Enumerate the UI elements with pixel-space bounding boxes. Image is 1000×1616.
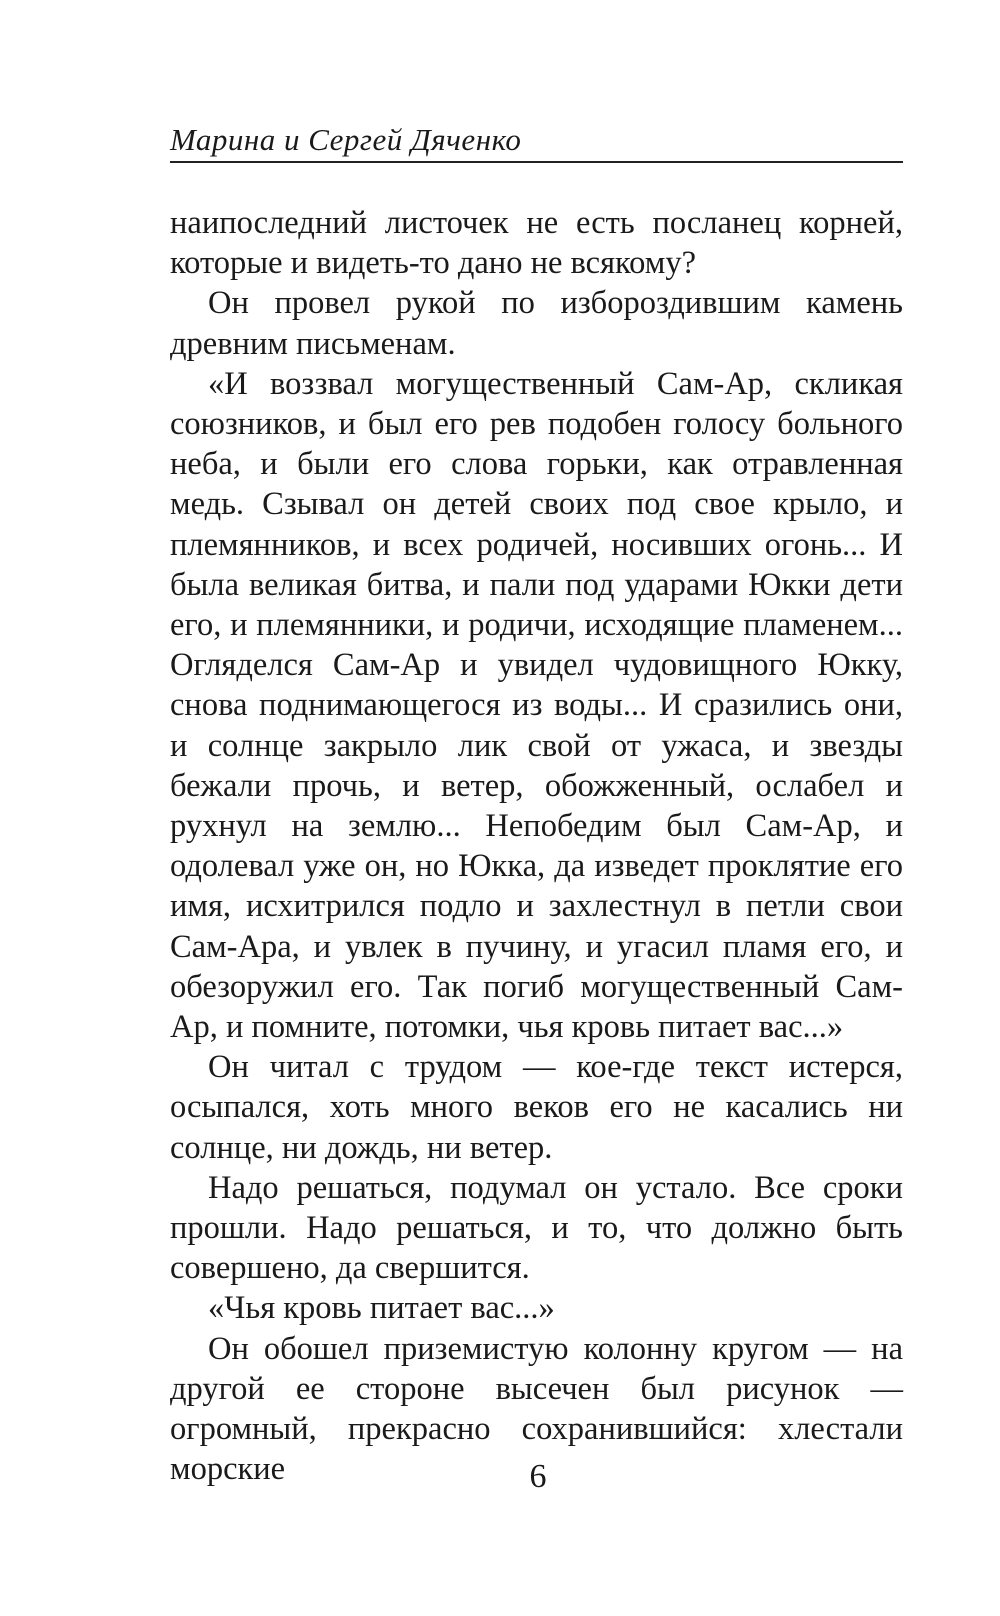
paragraph: Надо решаться, подумал он устало. Все сроки прошли. Надо решаться, и то, что должно быть совершено, да свершится. xyxy=(170,1169,903,1287)
paragraph: «Чья кровь питает вас...» xyxy=(208,1290,555,1327)
page-number: 6 xyxy=(529,1458,547,1495)
paragraph: Он обошел приземистую колонну кругом — на другой ее стороне высечен был рисунок — огромный, прекрасно сохранившийся: хлестали морские xyxy=(170,1330,903,1488)
paragraph: «И воззвал могущественный Сам-Ар, скликая союзников, и был его рев подобен голосу больного неба, и были его слова горьки, как отравленная медь. Сзывал он детей своих под свое крыло, и племянников, и всех родичей, носивших огонь... И была великая битва, и пали под ударами Юкки дети его, и племянники, и родичи, исходящие пламенем... Огляделся Сам-Ар и увидел чудовищного Юкку, снова поднимающегося из воды... И сразились они, и солнце закрыло лик свой от ужаса, и звезды бежали прочь, и ветер, обожженный, ослабел и рухнул на землю... Непобедим был Сам-Ар, и одолевал уже он, но Юкка, да изведет проклятие его имя, исхитрился подло и захлестнул в петли свои Сам-Ара, и увлек в пучину, и угасил пламя его, и обезоружил его. Так погиб могущественный Сам-Ар, и помните, потомки, чья кровь питает вас...» xyxy=(170,365,903,1046)
body-text xyxy=(170,203,903,1490)
paragraph: наипоследний листочек не есть посланец корней, которые и видеть-то дано не всякому? xyxy=(170,205,903,282)
paragraph: Он провел рукой по избороздившим камень древним письменам. xyxy=(170,285,903,362)
paragraph: Он читал с трудом — кое-где текст истерся, осыпался, хоть много веков его не касались ни солнце, ни дождь, ни ветер. xyxy=(170,1049,903,1166)
running-head-title: Марина и Сергей Дяченко xyxy=(170,122,522,157)
header-divider xyxy=(170,161,903,163)
